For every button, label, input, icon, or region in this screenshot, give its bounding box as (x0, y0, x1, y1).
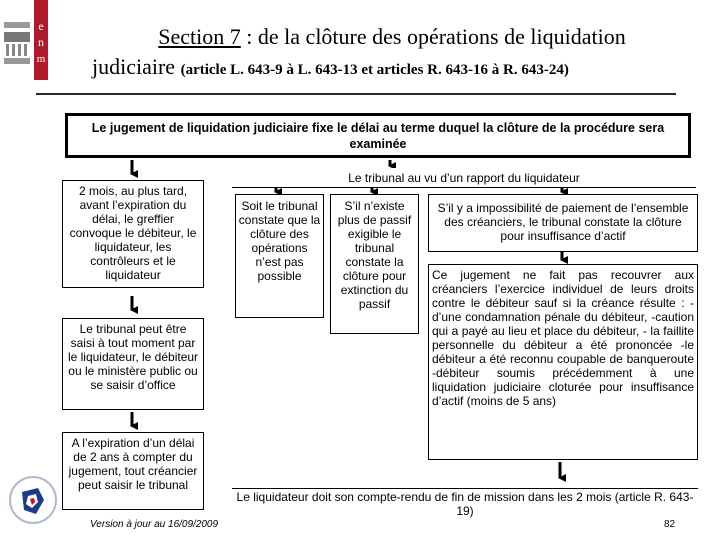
saisine-box: Le tribunal peut être saisi à tout moment par le liquidateur, le débiteur ou le ministère public ou se saisir d’office (62, 318, 204, 410)
title-articles: (article L. 643-9 à L. 643-13 et articles R. 643-16 à R. 643-24) (180, 62, 569, 78)
judgment-box: Le jugement de liquidation judiciaire fixe le délai au terme duquel la clôture de la procédure sera examinée (65, 113, 691, 158)
insuffisance-box: S’il y a impossibilité de paiement de l’ensemble des créanciers, le tribunal constate la clôture pour insuffisance d’actif (428, 194, 698, 252)
tribunal-header: Le tribunal au vu d’un rapport du liquidateur (232, 168, 696, 188)
report-deadline-box: Le liquidateur doit son compte-rendu de fin de mission dans les 2 mois (article R. 643-19) (232, 488, 698, 520)
extinction-box: S’il n’existe plus de passif exigible le tribunal constate la clôture pour extinction du passif (330, 194, 419, 334)
title-line1: : de la clôture des opérations de liquidation (240, 24, 626, 49)
ministry-seal (8, 470, 58, 530)
convocation-box: 2 mois, au plus tard, avant l’expiration du délai, le greffier convoque le débiteur, le liquidateur, les contrôleurs et le liquidateur (62, 180, 204, 288)
svg-text:n: n (38, 35, 44, 49)
version-note: Version à jour au 16/09/2009 (90, 519, 219, 530)
svg-text:m: m (36, 53, 46, 65)
title-line2: judiciaire (92, 54, 181, 79)
section-label: Section 7 (158, 24, 241, 49)
effects-box: Ce jugement ne fait pas recouvrer aux créanciers l’exercice individuel de leurs droits contre le débiteur sauf si la créance résulte : -d’une condamnation pénale du débiteur, -caution qui a payé au lieu et place du débiteur, - la faillite personnelle du débiteur a été prononcée -le débiteur a été reconnu coupable de banqueroute -débiteur soumis précédemment à une liquidation judiciaire cloturée pour insuffisance d’actif (moins de 5 ans) (428, 264, 698, 460)
not-possible-box: Soit le tribunal constate que la clôture des opérations n’est pas possible (235, 194, 324, 318)
page-number: 82 (664, 519, 676, 530)
creancier-box: A l’expiration d’un délai de 2 ans à compter du jugement, tout créancier peut saisir le tribunal (62, 432, 204, 510)
svg-text:e: e (38, 19, 44, 33)
